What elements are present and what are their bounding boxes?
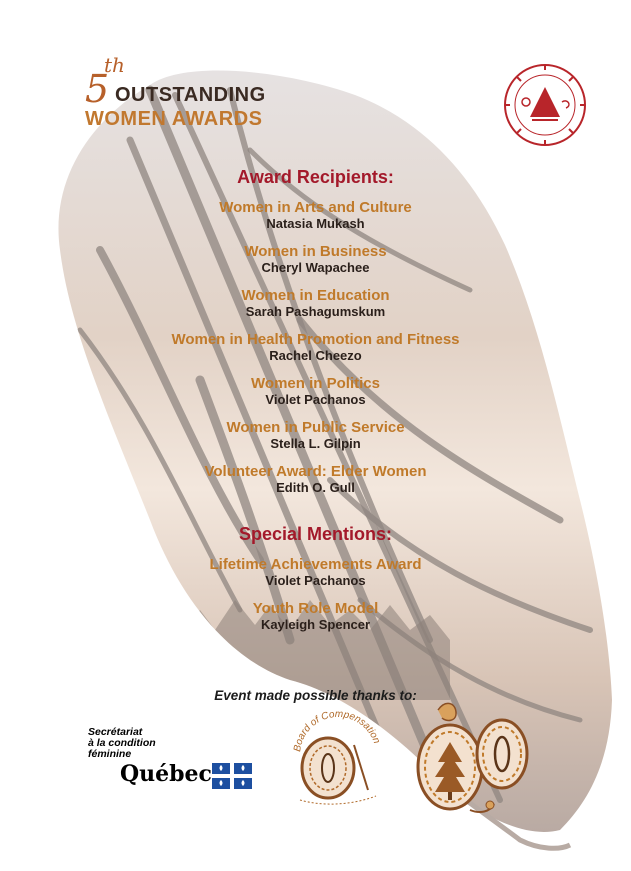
award-recipient-name: Rachel Cheezo: [269, 348, 362, 363]
award-recipient-name: Kayleigh Spencer: [260, 617, 371, 632]
award-item: [0, 199, 631, 232]
board-logo-text: Board of Compensation: [292, 708, 382, 753]
award-recipient-name: Edith O. Gull: [276, 480, 355, 495]
award-item: [0, 331, 631, 364]
award-recipients-heading: Award Recipients:: [237, 167, 394, 187]
award-title: Lifetime Achievements Award: [209, 556, 422, 573]
quebec-sponsor-logo: [88, 725, 258, 795]
award-item: [0, 375, 631, 408]
award-title: Youth Role Model: [252, 600, 379, 617]
awards-content: [0, 166, 631, 633]
special-mention-item: [0, 600, 631, 633]
award-recipient-name: Violet Pachanos: [265, 573, 366, 588]
award-item: [0, 243, 631, 276]
sponsors-thanks-text: Event made possible thanks to:: [214, 688, 417, 703]
quebec-wordmark: Québec: [120, 761, 212, 787]
special-mentions-heading: Special Mentions:: [238, 524, 393, 544]
logo-title-line2: WOMEN AWARDS: [85, 108, 263, 130]
special-mention-item: [0, 556, 631, 589]
quebec-flag-icon: [212, 763, 252, 789]
logo-ordinal-number: 5: [85, 67, 110, 111]
award-title: Women in Health Promotion and Fitness: [171, 331, 460, 348]
award-recipient-name: Stella L. Gilpin: [270, 436, 361, 451]
award-recipient-name: Violet Pachanos: [265, 392, 366, 407]
award-item: [0, 419, 631, 452]
award-title: Women in Business: [244, 243, 387, 260]
award-title: Women in Politics: [251, 375, 380, 392]
award-title: Volunteer Award: Elder Women: [204, 463, 427, 480]
quebec-logo-line1: Secrétariat: [88, 726, 143, 738]
award-item: [0, 287, 631, 320]
award-item: [0, 463, 631, 496]
logo-ordinal-suffix: th: [104, 53, 125, 77]
award-title: Women in Public Service: [226, 419, 405, 436]
logo-title-line1: OUTSTANDING: [115, 84, 266, 106]
award-recipient-name: Cheryl Wapachee: [261, 260, 370, 275]
board-of-compensation-logo: [290, 700, 386, 810]
award-recipient-name: Sarah Pashagumskum: [245, 304, 386, 319]
seal-logo: [502, 62, 588, 148]
award-recipient-name: Natasia Mukash: [266, 216, 365, 231]
drum-logo: [410, 692, 535, 822]
quebec-logo-line3: féminine: [88, 748, 132, 760]
award-title: Women in Education: [241, 287, 390, 304]
award-title: Women in Arts and Culture: [219, 199, 412, 216]
quebec-logo-line2: à la condition: [88, 737, 156, 749]
